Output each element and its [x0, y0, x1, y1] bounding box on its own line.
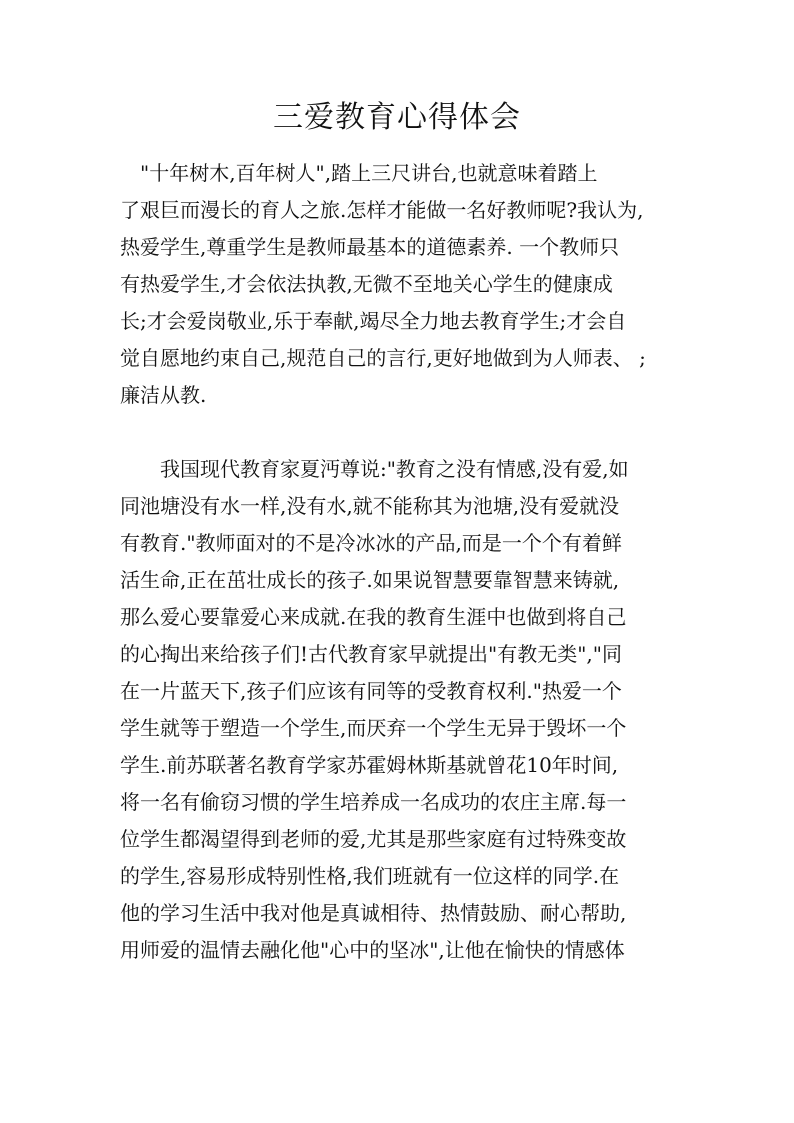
text-line: 那么爱心要靠爱心来成就.在我的教育生涯中也做到将自己: [120, 605, 627, 629]
paragraph-2: [120, 451, 680, 969]
text-line: 同池塘没有水一样,没有水,就不能称其为池塘,没有爱就没: [120, 494, 620, 518]
text-line: 的学生,容易形成特别性格,我们班就有一位这样的同学.在: [120, 864, 620, 888]
text-line: 热爱学生,尊重学生是教师最基本的道德素养. 一个教师只: [120, 235, 620, 259]
text-line: 觉自愿地约束自己,规范自己的言行,更好地做到为人师表、 ;: [120, 346, 646, 370]
text-line: 用师爱的温情去融化他"心中的坚冰",让他在愉快的情感体: [120, 938, 625, 962]
text-line: 廉洁从教.: [120, 383, 207, 407]
text-line: 的心掏出来给孩子们!古代教育家早就提出"有教无类","同: [120, 642, 622, 666]
text-line: 学生.前苏联著名教育学家苏霍姆林斯基就曾花10年时间,: [120, 753, 619, 777]
text-line: 活生命,正在茁壮成长的孩子.如果说智慧要靠智慧来铸就,: [120, 568, 620, 592]
text-line: 长;才会爱岗敬业,乐于奉献,竭尽全力地去教育学生;才会自: [120, 309, 627, 333]
text-line: 学生就等于塑造一个学生,而厌弃一个学生无异于毁坏一个: [120, 716, 627, 740]
document-title: 三爱教育心得体会: [273, 100, 521, 135]
text-line: 位学生都渴望得到老师的爱,尤其是那些家庭有过特殊变故: [120, 827, 627, 851]
text-line: 将一名有偷窃习惯的学生培养成一名成功的农庄主席.每一: [120, 790, 627, 814]
text-line: 了艰巨而漫长的育人之旅.怎样才能做一名好教师呢?我认为,: [120, 198, 644, 222]
text-line: 在一片蓝天下,孩子们应该有同等的受教育权利."热爱一个: [120, 679, 622, 703]
text-line: 有教育."教师面对的不是冷冰冰的产品,而是一个个有着鲜: [120, 531, 622, 555]
text-line: 有热爱学生,才会依法执教,无微不至地关心学生的健康成: [120, 272, 613, 296]
paragraph-1: [120, 155, 680, 414]
document-body: [120, 155, 680, 969]
paragraph-spacer: [120, 414, 680, 451]
text-line: 我国现代教育家夏沔尊说:"教育之没有情感,没有爱,如: [120, 457, 629, 481]
text-line: "十年树木,百年树人",踏上三尺讲台,也就意味着踏上: [120, 161, 598, 185]
text-line: 他的学习生活中我对他是真诚相待、热情鼓励、耐心帮助,: [120, 901, 627, 925]
